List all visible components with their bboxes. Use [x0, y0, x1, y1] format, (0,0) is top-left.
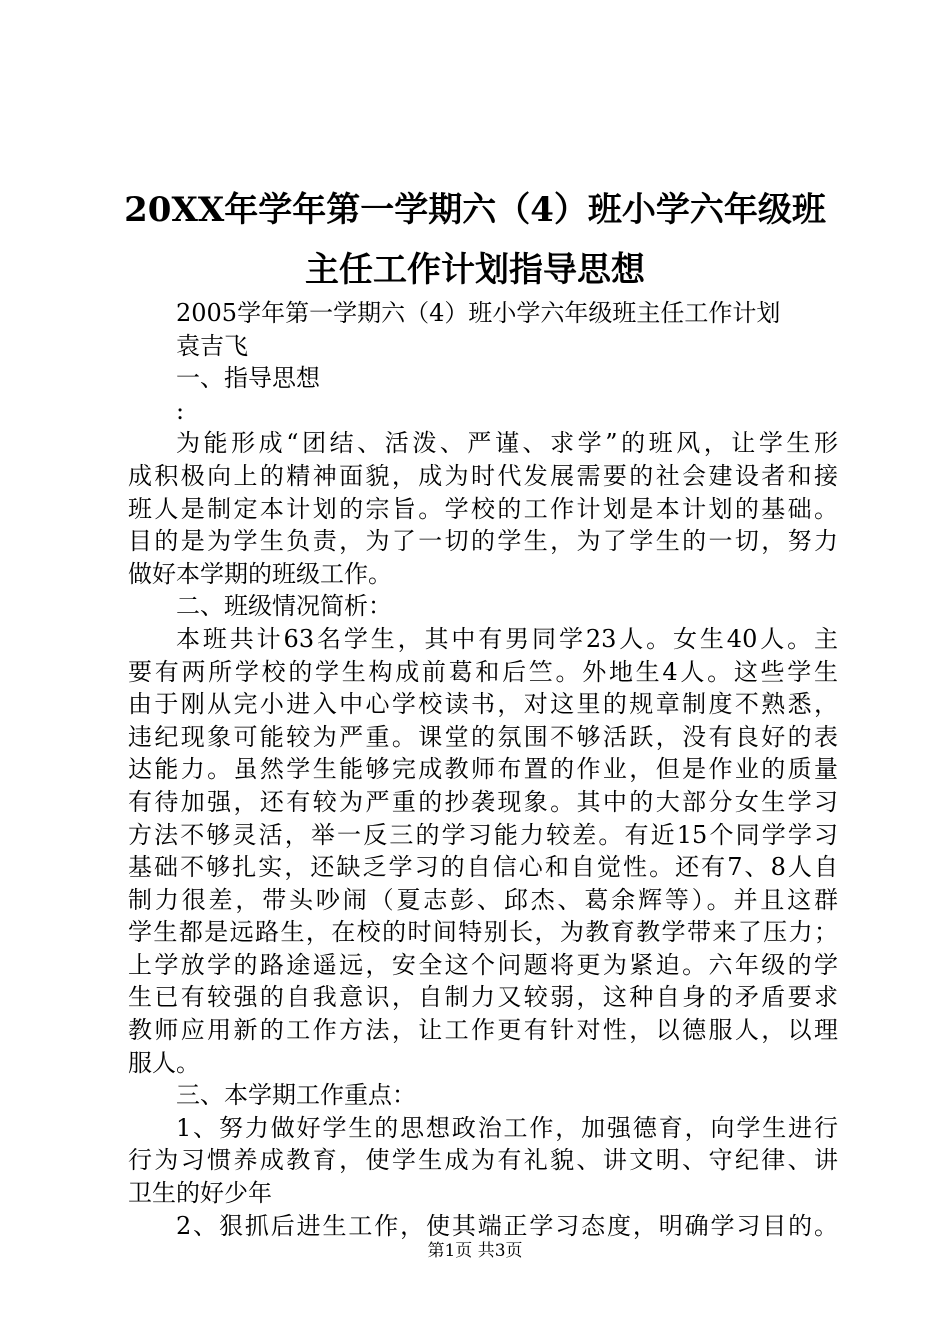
paragraph-line: 上学放学的路途遥远，安全这个问题将更为紧迫。六年级的学 [128, 950, 838, 979]
paragraph-line: 学生都是远路生，在校的时间特别长，为教育教学带来了压力； [128, 918, 838, 947]
paragraph-line: 本班共计63名学生，其中有男同学23人。女生40人。主 [176, 624, 838, 653]
paragraph-line: 方法不够灵活，举一反三的学习能力较差。有近15个同学学习 [128, 820, 838, 849]
paragraph-line: 有待加强，还有较为严重的抄袭现象。其中的大部分女生学习 [128, 787, 838, 816]
paragraph-line: 卫生的好少年 [128, 1179, 272, 1208]
paragraph-line: 为能形成“团结、活泼、严谨、求学”的班风，让学生形 [176, 429, 838, 458]
document-title-line-1: 20XX年学年第一学期六（4）班小学六年级班 [124, 190, 826, 230]
section-heading-1: 一、指导思想 [176, 364, 320, 393]
section-heading-3: 三、本学期工作重点： [176, 1081, 416, 1110]
paragraph-line: 生已有较强的自我意识，自制力又较弱，这种自身的矛盾要求 [128, 983, 838, 1012]
paragraph-line: 基础不够扎实，还缺乏学习的自信心和自觉性。还有7、8人自 [128, 853, 838, 882]
document-body [128, 297, 838, 1242]
paragraph-line: 班人是制定本计划的宗旨。学校的工作计划是本计划的基础。 [128, 494, 838, 523]
paragraph-line: 教师应用新的工作方法，让工作更有针对性，以德服人，以理 [128, 1016, 838, 1045]
paragraph-line: 2、狠抓后进生工作，使其端正学习态度，明确学习目的。 [176, 1211, 838, 1240]
colon-line: : [176, 396, 185, 425]
paragraph-line: 要有两所学校的学生构成前葛和后竺。外地生4人。这些学生 [128, 657, 838, 686]
paragraph-line: 服人。 [128, 1048, 200, 1077]
paragraph-line: 成积极向上的精神面貌，成为时代发展需要的社会建设者和接 [128, 461, 838, 490]
paragraph-line: 违纪现象可能较为严重。课堂的氛围不够活跃，没有良好的表 [128, 722, 838, 751]
paragraph-line: 达能力。虽然学生能够完成教师布置的作业，但是作业的质量 [128, 755, 838, 784]
paragraph-line: 做好本学期的班级工作。 [128, 559, 392, 588]
subtitle-line: 2005学年第一学期六（4）班小学六年级班主任工作计划 [176, 299, 781, 327]
section-heading-2: 二、班级情况简析： [176, 592, 392, 621]
paragraph-line: 由于刚从完小进入中心学校读书，对这里的规章制度不熟悉， [128, 690, 838, 719]
paragraph-line: 1、努力做好学生的思想政治工作，加强德育，向学生进行 [176, 1113, 838, 1142]
page-footer: 第1页 共3页 [427, 1241, 523, 1261]
paragraph-line: 制力很差，带头吵闹（夏志彭、邱杰、葛余辉等）。并且这群 [128, 885, 838, 914]
paragraph-line: 目的是为学生负责，为了一切的学生，为了学生的一切，努力 [128, 527, 838, 556]
document-title-line-2: 主任工作计划指导思想 [305, 250, 645, 290]
paragraph-line: 行为习惯养成教育，使学生成为有礼貌、讲文明、守纪律、讲 [128, 1146, 838, 1175]
author-line: 袁吉飞 [176, 331, 248, 360]
